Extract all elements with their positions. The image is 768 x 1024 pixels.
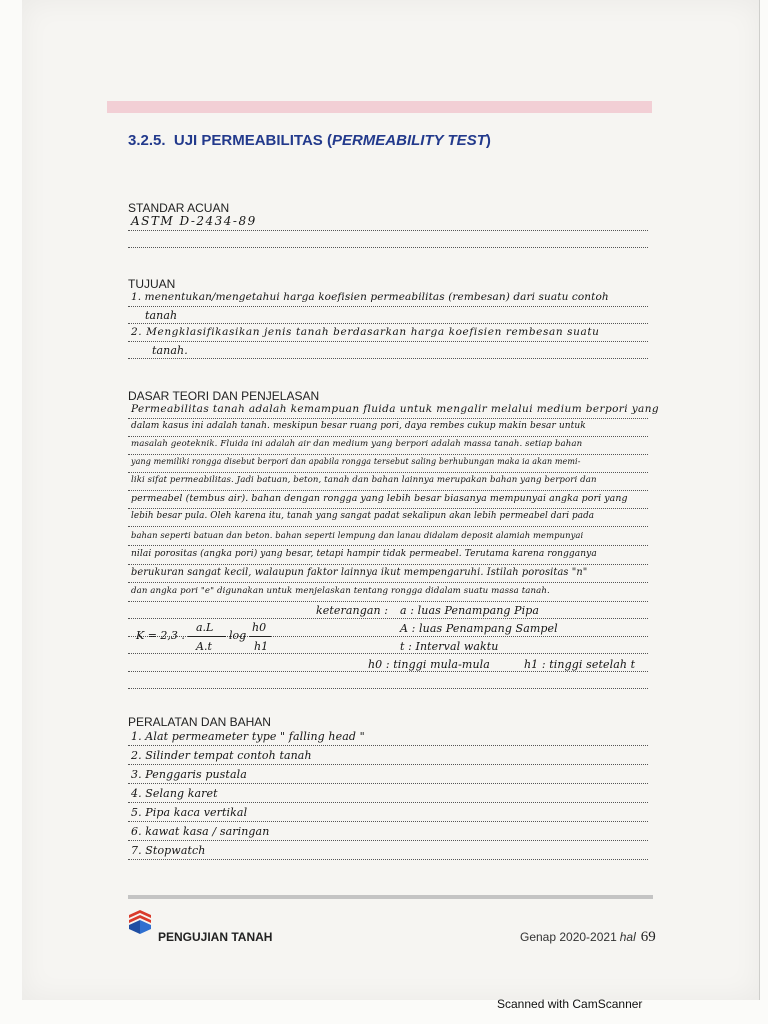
rule-line xyxy=(128,545,648,546)
teori-line-5: liki sifat permeabilitas. Jadi batuan, beton, tanah dan bahan lainnya merupakan bahan yang berpori dan xyxy=(131,475,597,485)
rule-line xyxy=(128,671,648,672)
teori-line-11: dan angka pori "e" digunakan untuk menjelaskan tentang rongga didalam suatu massa tanah. xyxy=(131,586,550,596)
legend-A: A : luas Penampang Sampel xyxy=(400,622,558,635)
formula-lhs: K = 2,3 . xyxy=(136,629,185,642)
rule-line xyxy=(128,490,648,491)
footer-rule xyxy=(128,895,653,899)
rule-line xyxy=(128,821,648,822)
rule-line xyxy=(128,358,648,359)
formula-ratio-bottom: h1 xyxy=(254,640,269,653)
fraction-bar xyxy=(188,636,226,637)
legend-h0: h0 : tinggi mula-mula xyxy=(368,658,490,671)
faculty-logo-icon xyxy=(127,909,153,935)
heading-standar-acuan: STANDAR ACUAN xyxy=(128,201,230,215)
rule-line xyxy=(128,508,648,509)
teori-line-6: permeabel (tembus air). bahan dengan rongga yang lebih besar biasanya mempunyai angka pori yang xyxy=(131,493,628,504)
rule-line xyxy=(128,601,648,602)
rule-line xyxy=(128,247,648,248)
formula-denominator: A.t xyxy=(196,640,212,653)
teori-line-8: bahan seperti batuan dan beton. bahan seperti lempung dan lanau didalam deposit alamiah mempunyai xyxy=(131,530,584,540)
teori-line-9: nilai porositas (angka pori) yang besar, tetapi hampir tidak permeabel. Terutama karena rongganya xyxy=(131,549,597,559)
teori-line-3: masalah geoteknik. Fluida ini adalah air dan medium yang berpori adalah massa tanah. setiap bahan xyxy=(131,439,583,449)
rule-line xyxy=(128,764,648,765)
title-number: 3.2.5. xyxy=(128,132,166,149)
rule-line xyxy=(128,418,648,419)
handwritten-standard: ASTM D-2434-89 xyxy=(131,214,257,228)
heading-tujuan: TUJUAN xyxy=(128,277,176,291)
formula-numerator: a.L xyxy=(196,621,214,634)
rule-line xyxy=(128,859,648,860)
rule-line xyxy=(128,840,648,841)
legend-t: t : Interval waktu xyxy=(400,640,499,653)
rule-line xyxy=(128,564,648,565)
section-title: 3.2.5. UJI PERMEABILITAS (PERMEABILITY TEST) xyxy=(128,132,491,149)
alat-item-5: 5. Pipa kaca vertikal xyxy=(131,806,248,819)
teori-line-10: berukuran sangat kecil, walaupun faktor lainnya ikut mempengaruhi. Istilah porositas "n" xyxy=(131,567,588,578)
title-main: UJI PERMEABILITAS xyxy=(173,132,323,149)
footer-semester: Genap 2020-2021 xyxy=(520,930,617,944)
page-number: 69 xyxy=(640,929,656,945)
rule-line xyxy=(128,306,648,307)
rule-line xyxy=(128,745,648,746)
page-edge xyxy=(759,0,760,1000)
formula-log: log xyxy=(229,629,247,642)
teori-line-7: lebih besar pula. Oleh karena itu, tanah yang sangat padat sekalipun akan lebih permeabel dari pada xyxy=(131,511,595,521)
footer-hal: hal xyxy=(619,930,636,944)
teori-line-2: dalam kasus ini adalah tanah. meskipun besar ruang pori, daya rembes cukup makin besar untuk xyxy=(131,421,586,431)
rule-line xyxy=(128,802,648,803)
legend-a: a : luas Penampang Pipa xyxy=(400,604,540,617)
rule-line xyxy=(128,323,648,324)
teori-line-4: yang memiliki rongga disebut berpori dan apabila rongga tersebut saling berhubungan maka ia akan memi- xyxy=(131,457,581,466)
rule-line xyxy=(128,653,648,654)
tujuan-line-1: 1. menentukan/mengetahui harga koefisien permeabilitas (rembesan) dari suatu contoh xyxy=(131,291,609,303)
rule-line xyxy=(128,454,648,455)
heading-dasar-teori: DASAR TEORI DAN PENJELASAN xyxy=(128,389,320,403)
alat-item-2: 2. Silinder tempat contoh tanah xyxy=(131,749,312,762)
formula-ratio-top: h0 xyxy=(252,621,267,634)
alat-item-3: 3. Penggaris pustala xyxy=(131,768,247,781)
tujuan-line-4: tanah. xyxy=(152,344,188,357)
header-band xyxy=(107,101,652,113)
footer-course-name: PENGUJIAN TANAH xyxy=(158,930,273,944)
rule-line xyxy=(128,618,648,619)
tujuan-line-2: tanah xyxy=(145,309,178,322)
heading-peralatan: PERALATAN DAN BAHAN xyxy=(128,715,271,729)
rule-line xyxy=(128,472,648,473)
rule-line xyxy=(128,230,648,231)
keterangan-label: keterangan : xyxy=(316,604,389,617)
legend-h1: h1 : tinggi setelah t xyxy=(524,658,636,671)
alat-item-4: 4. Selang karet xyxy=(131,787,218,800)
rule-line xyxy=(128,436,648,437)
teori-line-1: Permeabilitas tanah adalah kemampuan fluida untuk mengalir melalui medium berpori yang xyxy=(131,403,659,415)
rule-line xyxy=(128,688,648,689)
camscanner-watermark: Scanned with CamScanner xyxy=(497,997,643,1011)
alat-item-6: 6. kawat kasa / saringan xyxy=(131,825,270,838)
rule-line xyxy=(128,783,648,784)
rule-line xyxy=(128,582,648,583)
title-italic: PERMEABILITY TEST xyxy=(331,132,486,149)
ratio-bar xyxy=(249,636,271,637)
footer-page-info xyxy=(520,929,656,946)
alat-item-7: 7. Stopwatch xyxy=(131,844,206,857)
rule-line xyxy=(128,341,648,342)
rule-line xyxy=(128,526,648,527)
alat-item-1: 1. Alat permeameter type " falling head " xyxy=(131,730,365,743)
tujuan-line-3: 2. Mengklasifikasikan jenis tanah berdasarkan harga koefisien rembesan suatu xyxy=(131,326,600,338)
